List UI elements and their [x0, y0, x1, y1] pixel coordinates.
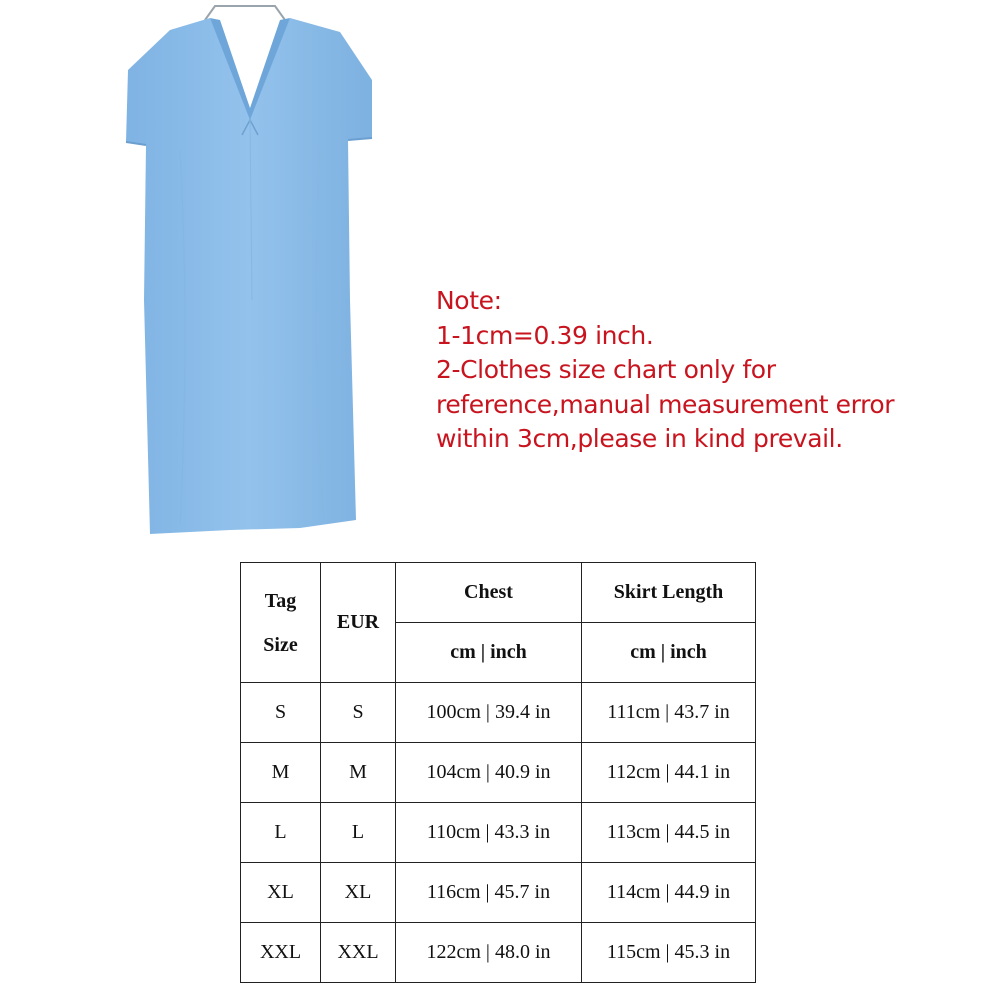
chest-cell: 110cm | 43.3 in	[396, 803, 582, 863]
eur-cell: L	[321, 803, 396, 863]
note-line-3: reference,manual measurement error	[436, 389, 895, 419]
chest-header: Chest	[396, 563, 582, 623]
note-line-2: 2-Clothes size chart only for	[436, 355, 776, 384]
skirt-units-header: cm | inch	[582, 623, 756, 683]
skirt-length-header: Skirt Length	[582, 563, 756, 623]
chest-cell: 116cm | 45.7 in	[396, 863, 582, 923]
table-row	[241, 683, 756, 743]
tag-size-cell: M	[241, 743, 321, 803]
skirt-length-cell: 114cm | 44.9 in	[582, 863, 756, 923]
eur-header: EUR	[321, 563, 396, 683]
tag-size-header-line2: Size	[263, 633, 298, 656]
chest-units-header: cm | inch	[396, 623, 582, 683]
note-line-title: Note:	[436, 286, 502, 315]
tag-size-header-line1: Tag	[264, 589, 297, 612]
skirt-length-cell: 113cm | 44.5 in	[582, 803, 756, 863]
skirt-length-cell: 115cm | 45.3 in	[582, 923, 756, 983]
table-row	[241, 863, 756, 923]
chest-cell: 100cm | 39.4 in	[396, 683, 582, 743]
dress-photo	[110, 0, 390, 545]
tag-size-cell: XL	[241, 863, 321, 923]
size-chart-table	[240, 562, 756, 983]
eur-cell: XL	[321, 863, 396, 923]
tag-size-cell: L	[241, 803, 321, 863]
header-row	[241, 563, 756, 623]
eur-cell: XXL	[321, 923, 396, 983]
eur-cell: M	[321, 743, 396, 803]
note-line-4: within 3cm,please in kind prevail.	[436, 424, 843, 453]
tag-size-header	[241, 563, 321, 683]
dress-icon	[110, 0, 390, 545]
eur-cell: S	[321, 683, 396, 743]
chest-cell: 122cm | 48.0 in	[396, 923, 582, 983]
note-text	[436, 284, 976, 457]
table-row	[241, 923, 756, 983]
tag-size-cell: S	[241, 683, 321, 743]
chest-cell: 104cm | 40.9 in	[396, 743, 582, 803]
note-line-1: 1-1cm=0.39 inch.	[436, 320, 654, 350]
table-row	[241, 743, 756, 803]
table-row	[241, 803, 756, 863]
tag-size-cell: XXL	[241, 923, 321, 983]
skirt-length-cell: 112cm | 44.1 in	[582, 743, 756, 803]
skirt-length-cell: 111cm | 43.7 in	[582, 683, 756, 743]
